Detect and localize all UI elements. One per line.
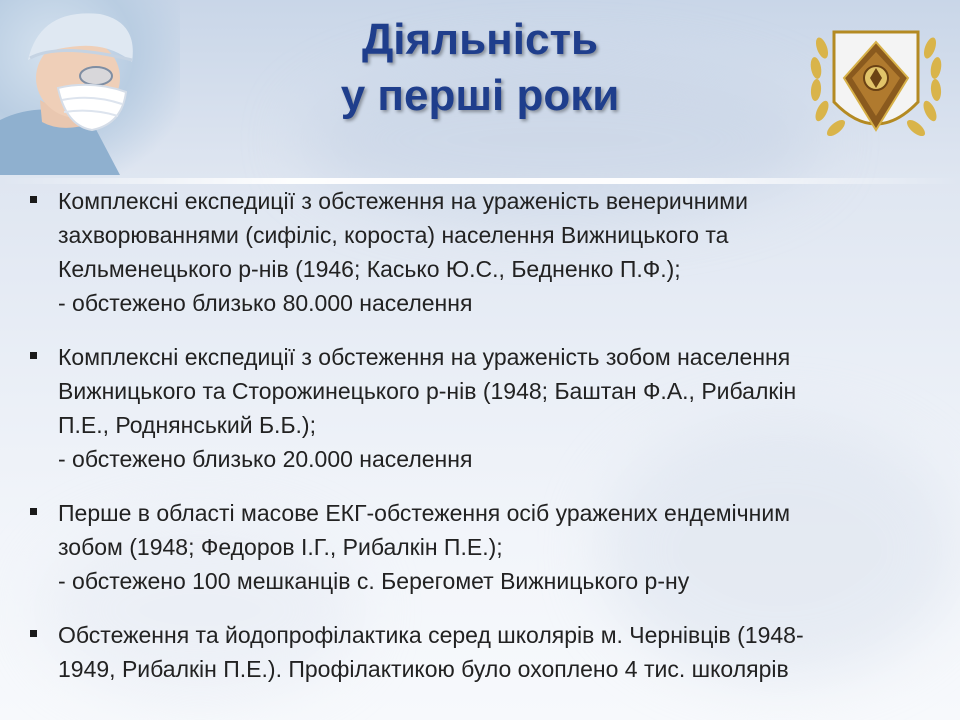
- item-text-line: зобом (1948; Федоров І.Г., Рибалкін П.Е.);: [58, 534, 503, 560]
- bullet-icon: [30, 352, 37, 359]
- title-line-2: у перші роки: [340, 71, 620, 120]
- item-text-line: - обстежено 100 мешканців с. Берегомет Вижницького р-ну: [58, 568, 690, 594]
- slide-title: [220, 12, 740, 124]
- item-text-line: 1949, Рибалкін П.Е.). Профілактикою було охоплено 4 тис. школярів: [58, 656, 789, 682]
- item-text-line: Комплексні експедиції з обстеження на ураженість зобом населення: [58, 344, 791, 370]
- bullet-icon: [30, 196, 37, 203]
- title-line-1: Діяльність: [361, 15, 599, 64]
- item-text-line: П.Е., Роднянський Б.Б.);: [58, 412, 316, 438]
- list-item: [28, 340, 938, 476]
- item-text-line: - обстежено близько 20.000 населення: [58, 446, 473, 472]
- list-item: [28, 618, 938, 686]
- item-text-line: захворюваннями (сифіліс, короста) населення Вижницького та: [58, 222, 729, 248]
- item-text-line: Перше в області масове ЕКГ-обстеження осіб уражених ендемічним: [58, 500, 791, 526]
- bullet-list: [28, 184, 938, 706]
- item-text-line: - обстежено близько 80.000 населення: [58, 290, 473, 316]
- list-item: [28, 184, 938, 320]
- item-text-line: Кельменецького р-нів (1946; Касько Ю.С., Бедненко П.Ф.);: [58, 256, 681, 282]
- surgeon-photo: [0, 0, 180, 175]
- bullet-icon: [30, 508, 37, 515]
- item-text-line: Комплексні експедиції з обстеження на ураженість венеричними: [58, 188, 748, 214]
- university-emblem: [804, 18, 948, 150]
- bullet-icon: [30, 630, 37, 637]
- list-item: [28, 496, 938, 598]
- item-text-line: Вижницького та Сторожинецького р-нів (1948; Баштан Ф.А., Рибалкін: [58, 378, 797, 404]
- item-text-line: Обстеження та йодопрофілактика серед школярів м. Чернівців (1948-: [58, 622, 804, 648]
